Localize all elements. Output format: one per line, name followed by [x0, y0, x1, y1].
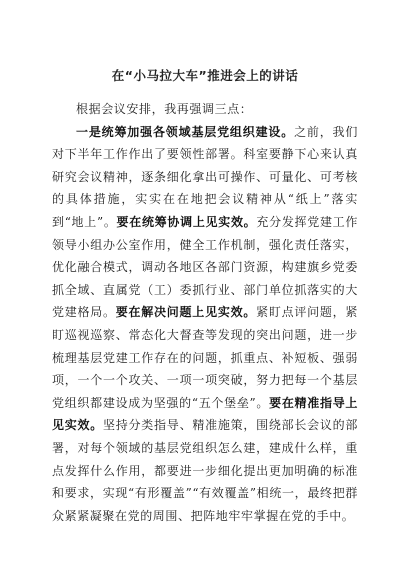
section-1-text-a: 之前，我们对下半年工作作出了要领性部署。科室要静下心来认真研究会议精神，逐条细化拿出可操作、可量化、可考核的具体措施，实实在在地把会议精神从“纸上”落实到“地上”。	[52, 124, 358, 229]
speech-title: 在“小马拉大车”推进会上的讲话	[111, 68, 299, 83]
emphasis-problem-solving: 要在解决问题上见实效。	[115, 305, 257, 320]
intro-paragraph: 根据会议安排，我再强调三点：	[76, 102, 253, 116]
section-1-paragraph	[52, 121, 358, 528]
emphasis-coordination: 要在统筹协调上见实效。	[116, 214, 257, 229]
section-1-text-d: 坚持分类指导、精准施策，围绕部长会议的部署，对每个领域的基层党组织怎么建，建成什么样，重点发挥什么作用，都要进一步细化提出更加明确的标准和要求，实现“有形覆盖”“有效覆盖”相统一，最终把群众紧紧凝聚在党的周围、把阵地牢牢掌握在党的手中。	[52, 418, 358, 523]
section-1-heading: 一是统筹加强各领域基层党组织建设。	[76, 124, 295, 139]
section-1-text-b: 充分发挥党建工作领导小组办公室作用，健全工作机制，强化责任落实，优化融合模式，调动各地区各部门资源，构建旗乡党委抓全域、直属党（工）委抓行业、部门单位抓落实的大党建格局。	[52, 214, 358, 320]
section-1-text-c: 紧盯点评问题，紧盯巡视巡察、常态化大督查等发现的突出问题，进一步梳理基层党建工作存在的问题，抓重点、补短板、强弱项，一个一个攻关、一项一项突破，努力把每一个基层党组织都建设成为坚强的“五个堡垒”。	[52, 305, 358, 410]
emphasis-precise-guidance: 要在精准指导上见实效。	[52, 395, 359, 433]
